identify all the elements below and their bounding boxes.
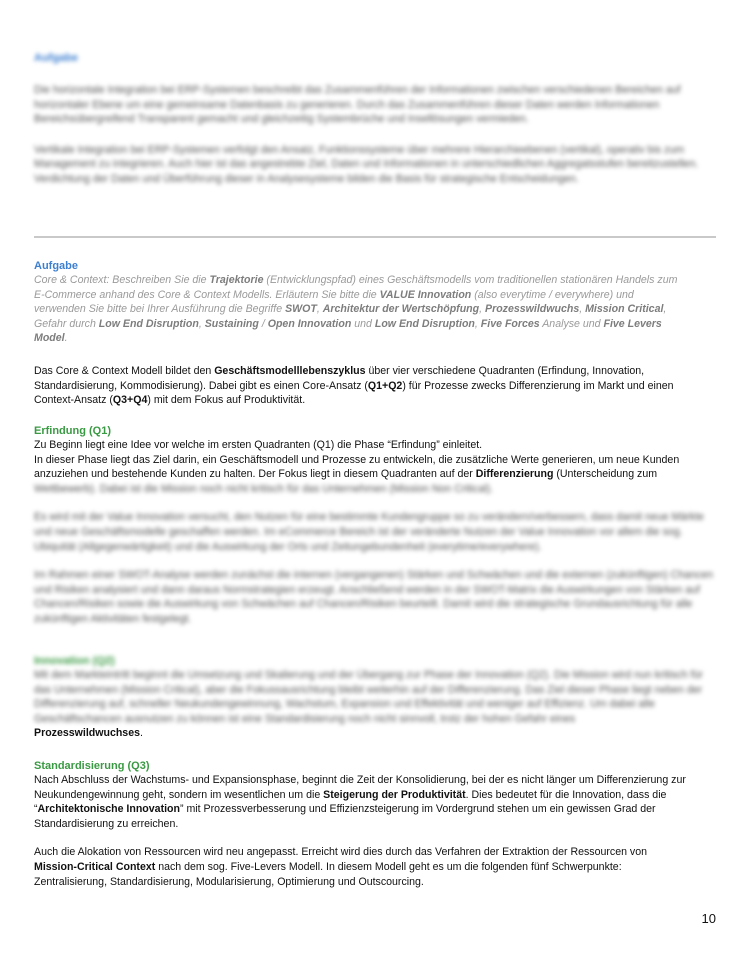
q1-section: [34, 425, 716, 627]
q3-para-2: [34, 845, 716, 889]
q3-line-1: Nach Abschluss der Wachstums- und Expansionsphase, beginnt die Zeit der Konsolidierung, bei der es nicht länger um Differenzierung zur: [34, 774, 686, 786]
q1-blurred-para-1: Es wird mit der Value Innovation versucht, den Nutzen für eine bestimmte Kundengruppe so zu verändern/verbessern, dass damit neue Märkte und neue Geschäftsmodelle geschaffen werden. Im eCommerce Bereich ist der veränderte Nutzen der Value Innovation vor allem die sog. Ubiquität (Allgegenwärtigkeit) und die Auswirkung der Orts und Zeitungebundenheit (everytime/everywhere).: [34, 511, 704, 553]
q3-section: [34, 760, 716, 889]
q1-line-2: In dieser Phase liegt das Ziel darin, ein Geschäftsmodell und Prozesse zu entwickeln, die zusätzliche Werte generieren, um neue Kunden: [34, 453, 680, 466]
task-line-4: Gefahr durch Low End Disruption, Sustaining / Open Innovation und Low End Disruption, Five Forces Analyse und Five Levers: [34, 317, 662, 330]
intro-text: [34, 364, 716, 408]
top-heading: Aufgabe: [34, 52, 78, 64]
task-line-2: E-Commerce anhand des Core & Context Modells. Erläutern Sie bitte die VALUE Innovation (also everytime / everywhere) und: [34, 288, 634, 301]
q1-line-1: Zu Beginn liegt eine Idee vor welche im ersten Quadranten (Q1) die Phase “Erfindung” einleitet.: [34, 439, 483, 451]
q1-line-3: anzuziehen und bestehende Kunden zu halten. Der Fokus liegt in diesem Quadranten auf der Differenzierung (Unterscheidung zum: [34, 468, 658, 481]
q3-p2-line-1: Auch die Alokation von Ressourcen wird neu angepasst. Erreicht wird dies durch das Verfahren der Extraktion der Ressourcen von: [34, 846, 648, 859]
intro-line-1: Das Core & Context Modell bildet den Geschäftsmodelllebenszyklus über vier verschiedene Quadranten (Erfindung, Innovation,: [34, 365, 645, 377]
top-para-2: Vertikale Integration bei ERP-Systemen verfolgt den Ansatz, Funktionssysteme über mehrere Hierarchieebenen (vertikal), operativ bis zum Management zu integrieren. Auch hier ist das angestrebte Ziel, Daten und Informationen in unterschiedlichen Aggregatsstufen bereitzustellen. Verdichtung der Daten und Überführung dieser in Analysesysteme bilden die Basis für strategische Entscheidungen.: [34, 143, 699, 185]
task-heading: Aufgabe: [34, 260, 78, 272]
q1-blurred-para-2: Im Rahmen einer SWOT-Analyse werden zunächst die internen (vergangenen) Stärken und Schwächen und die externen (zukünftigen) Chancen und Risiken analysiert und dann daraus Normstrategien erzeugt. Anschließend werden in der SWOT-Matrix die Auswirkungen von Stärken auf Chancen/Risiken sowie die Auswirkung von Schwächen auf Chancen/Risiken beurteilt. Damit wird die strategische Grundausrichtung für alle zukünftigen Aktivitäten festgelegt.: [34, 569, 713, 625]
top-section: [34, 52, 716, 187]
q2-heading: Innovation (Q2): [34, 655, 115, 667]
q3-p2-line-3: Zentralisierung, Standardisierung, Modularisierung, Optimierung und Outscourcing.: [34, 875, 424, 888]
q3-line-2: Neukundengewinnung geht, sondern im wesentlichen um die Steigerung der Produktivität. Dies bedeutet für die Innovation, dass die: [34, 788, 667, 801]
q3-p2-line-2: Mission-Critical Context nach dem sog. Five-Levers Modell. In diesem Modell geht es um die folgenden fünf Schwerpunkte:: [34, 860, 622, 873]
task-text: [34, 273, 716, 346]
task-line-5: Model.: [34, 332, 68, 345]
divider: [34, 236, 716, 238]
task-line-3: verwenden Sie bitte bei Ihrer Ausführung die Begriffe SWOT, Architektur der Wertschöpfung, Prozesswildwuchs, Mission Critical,: [34, 303, 667, 316]
q2-last-word: Prozesswildwuchses: [34, 727, 140, 740]
q1-blurred-line: Wettbewerb). Dabei ist die Mission noch nicht kritisch für das Unternehmen (Mission Non Critical).: [34, 482, 494, 495]
q2-section: [34, 655, 716, 741]
q3-line-3: “Architektonische Innovation” mit Prozessverbesserung und Effizienzsteigerung im Vordergrund stehen um ein gewissen Grad der: [34, 803, 656, 816]
q3-heading: Standardisierung (Q3): [34, 760, 150, 772]
q2-blurred-para: Mit dem Markteintritt beginnt die Umsetzung und Skalierung und der Übergang zur Phase der Innovation (Q2). Die Mission wird nun kritisch für das Unternehmen (Mission Critical), aber die Fokussausrichtung bleibt weiterhin auf der Differenzierung. Das Ziel dieser Phase liegt neben der Differenzierung auf, schneller Neukundengewinnung, Wachstum, Expansion und Effektivität und weniger auf Effizienz. Um dabei alle Geschäftschancen ausnutzen zu können ist eine Standardisierung noch nicht sinnvoll, trotz der hohen Gefahr eines: [34, 669, 703, 725]
intro-section: [34, 364, 716, 408]
q2-last-punct: .: [139, 727, 143, 740]
task-line-1: Core & Context: Beschreiben Sie die Trajektorie (Entwicklungspfad) eines Geschäftsmodells vom traditionellen stationären Handels zum: [34, 274, 678, 286]
q3-text: [34, 773, 716, 831]
q3-line-4: Standardisierung zu erreichen.: [34, 817, 179, 830]
task-section: [34, 260, 716, 346]
intro-line-3: Context-Ansatz (Q3+Q4) mit dem Fokus auf Produktivität.: [34, 394, 306, 407]
q1-text: [34, 438, 716, 482]
q1-heading: Erfindung (Q1): [34, 425, 111, 437]
q2-last-line: [34, 726, 716, 741]
intro-line-2: Standardisierung, Kommodisierung). Dabei gibt es einen Core-Ansatz (Q1+Q2) für Prozesse zwecks Differenzierung im Markt und einen: [34, 379, 674, 392]
page-number: 10: [701, 911, 716, 926]
top-para-1: Die horizontale Integration bei ERP-Systemen beschreibt das Zusammenführen der Informationen zwischen verschiedenen Bereichen auf horizontaler Ebene um eine gemeinsame Datenbasis zu generieren. Durch das Zusammenführen dieser Daten werden Informationen Bereichsübergreifend Transparent gemacht und gleichzeitig Systembrüche und Insellösungen vermieden.: [34, 84, 681, 126]
